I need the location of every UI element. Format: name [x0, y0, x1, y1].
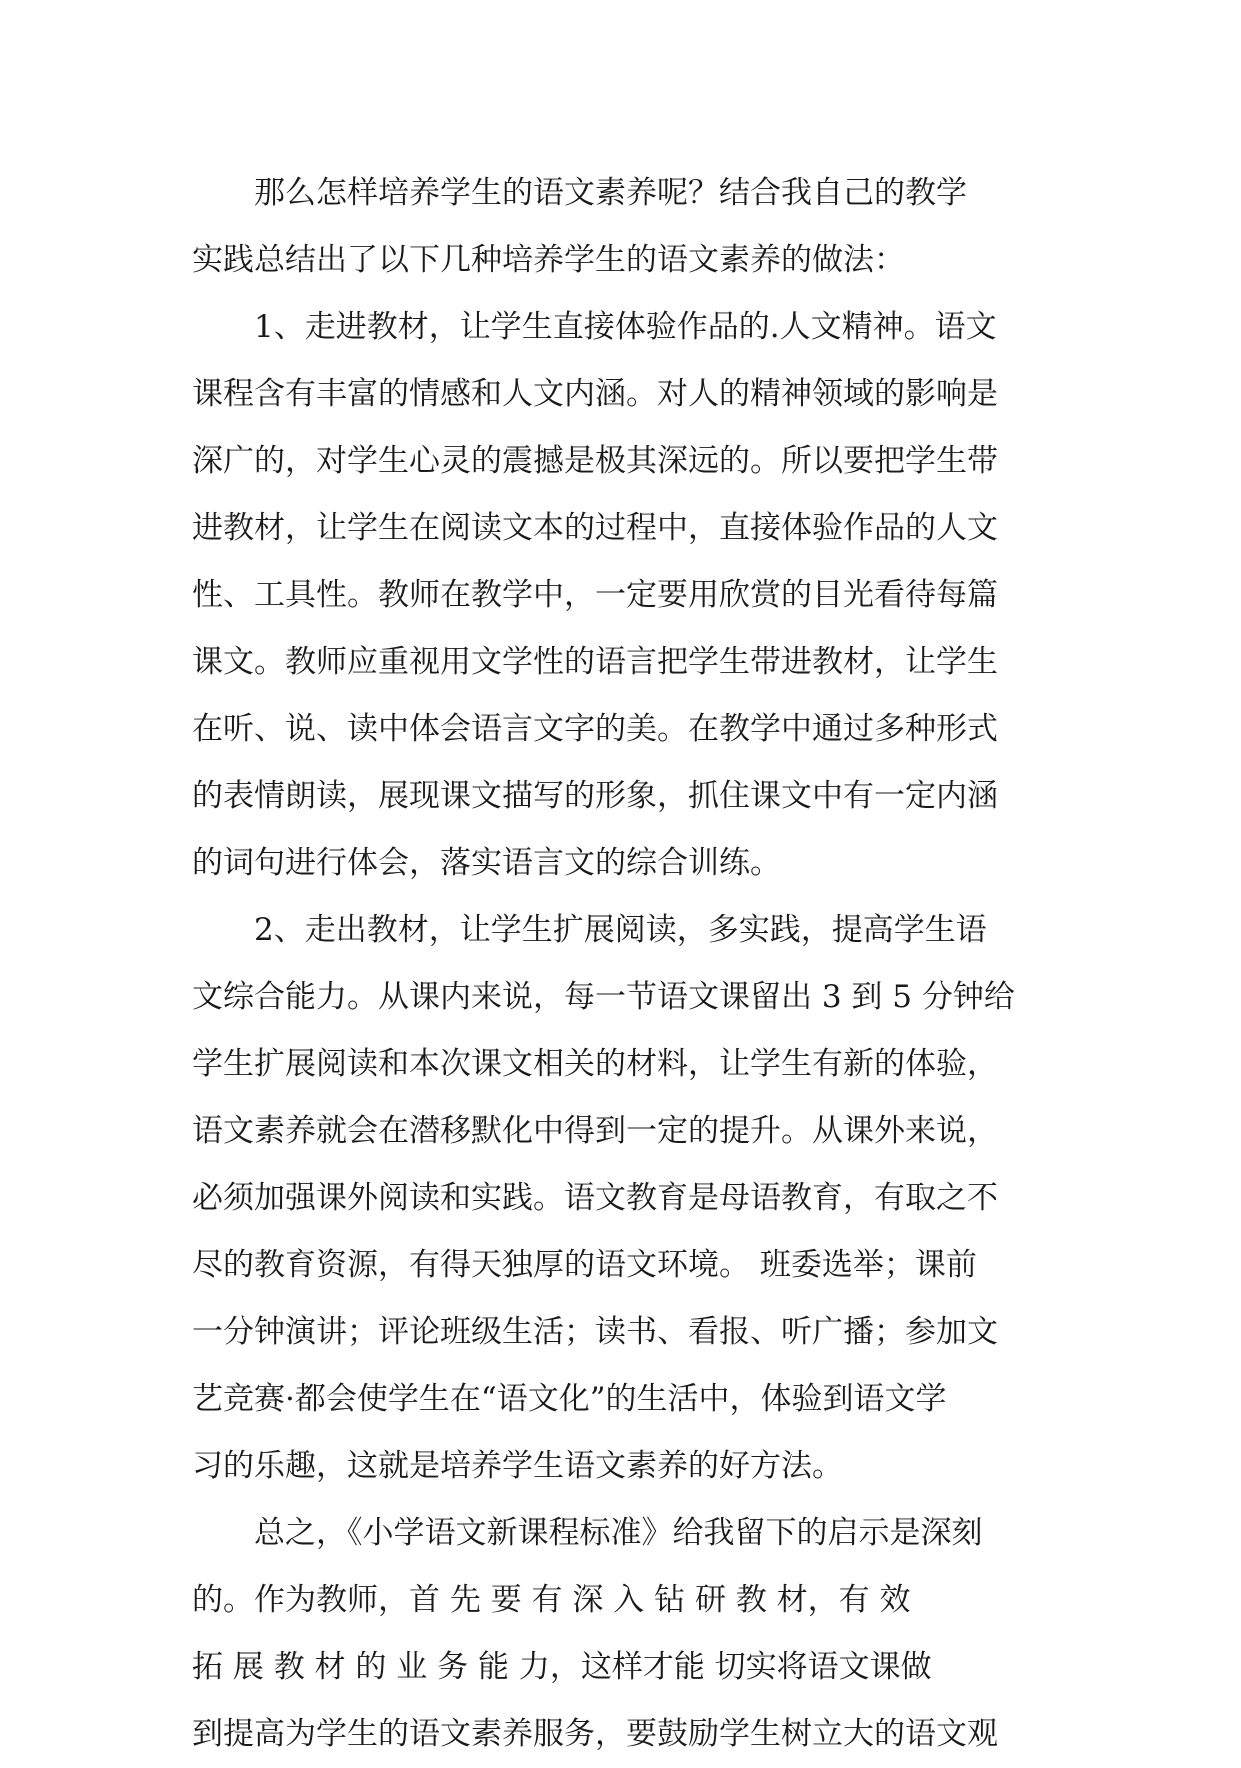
text-line: 学生扩展阅读和本次课文相关的材料，让学生有新的体验， — [192, 1046, 998, 1082]
text-line: 性、工具性。教师在教学中，一定要用欣赏的目光看待每篇 — [192, 577, 998, 613]
text-line: 在听、说、读中体会语言文字的美。在教学中通过多种形式 — [192, 711, 998, 747]
text-line: 课文。教师应重视用文学性的语言把学生带进教材，让学生 — [192, 644, 998, 680]
text-line: 2、走出教材，让学生扩展阅读，多实践，提高学生语 — [254, 912, 987, 948]
text-line: 必须加强课外阅读和实践。语文教育是母语教育，有取之不 — [192, 1180, 998, 1216]
text-line: 1、走进教材，让学生直接体验作品的.人文精神。语文 — [254, 309, 997, 345]
text-line: 的。作为教师，首 先 要 有 深 入 钻 研 教 材，有 效 — [192, 1582, 911, 1618]
text-line: 课程含有丰富的情感和人文内涵。对人的精神领域的影响是 — [192, 376, 998, 412]
text-line: 进教材，让学生在阅读文本的过程中，直接体验作品的人文 — [192, 510, 998, 546]
document-body — [192, 160, 1058, 1768]
text-line: 那么怎样培养学生的语文素养呢？结合我自己的教学 — [254, 175, 967, 211]
text-line: 到提高为学生的语文素养服务，要鼓励学生树立大的语文观 — [192, 1716, 998, 1752]
text-line: 的表情朗读，展现课文描写的形象，抓住课文中有一定内涵 — [192, 778, 998, 814]
text-line: 艺竞赛·都会使学生在“语文化”的生活中，体验到语文学 — [192, 1381, 947, 1417]
text-line: 的词句进行体会，落实语言文的综合训练。 — [192, 845, 781, 881]
text-line: 总之，《小学语文新课程标准》给我留下的启示是深刻 — [254, 1515, 983, 1551]
text-line: 文综合能力。从课内来说，每一节语文课留出 3 到 5 分钟给 — [192, 979, 1015, 1015]
text-line: 尽的教育资源，有得天独厚的语文环境。 班委选举；课前 — [192, 1247, 977, 1283]
text-line: 拓 展 教 材 的 业 务 能 力，这样才能 切实将语文课做 — [192, 1649, 932, 1685]
text-line: 语文素养就会在潜移默化中得到一定的提升。从课外来说， — [192, 1113, 998, 1149]
text-line: 一分钟演讲；评论班级生活；读书、看报、听广播；参加文 — [192, 1314, 998, 1350]
text-line: 深广的，对学生心灵的震撼是极其深远的。所以要把学生带 — [192, 443, 998, 479]
text-line: 习的乐趣，这就是培养学生语文素养的好方法。 — [192, 1448, 843, 1484]
text-line: 实践总结出了以下几种培养学生的语文素养的做法： — [192, 242, 905, 278]
